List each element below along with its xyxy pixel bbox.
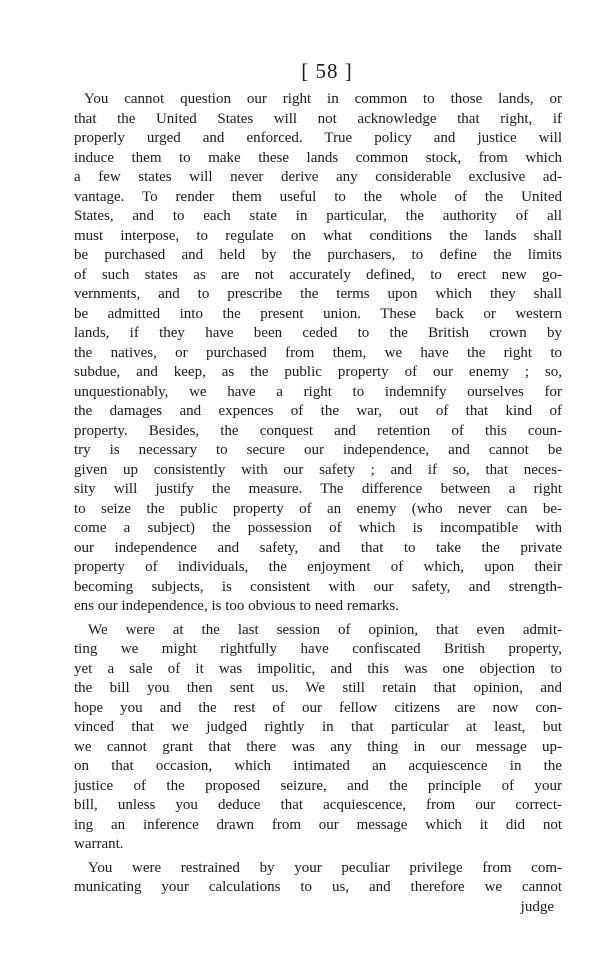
text-line: vantage. To render them useful to the whole of the United [74,188,562,205]
text-line: the bill you then sent us. We still retain that opinion, and [74,680,562,696]
text-line: ting we might rightfully have confiscated British property, [74,641,562,657]
text-line: hope you and the rest of our fellow citizens are now con- [74,699,562,716]
text-line: must interpose, to regulate on what conditions the lands shall [74,227,562,244]
text-line: You were restrained by your peculiar privilege from com- [88,859,562,876]
text-line: try is necessary to secure our independence, and cannot be [74,442,562,458]
text-line: property of individuals, the enjoyment of which, upon their [74,559,562,575]
text-line: We were at the last session of opinion, that even admit- [88,621,562,638]
text-line: bill, unless you deduce that acquiescence, from our correct- [74,797,562,813]
text-line: induce them to make these lands common stock, from which [74,149,562,166]
paragraph [74,621,562,855]
text-line: warrant. [74,836,124,852]
page-number: [ 58 ] [301,59,353,83]
text-line: come a subject) the possession of which is incompatible with [74,520,562,536]
text-line: the natives, or purchased from them, we have the right to [74,344,562,361]
text-line: ens our independence, is too obvious to need remarks. [74,598,399,614]
text-line: properly urged and enforced. True policy and justice will [74,130,562,146]
paragraph [74,859,562,898]
text-line: be admitted into the present union. These back or western [74,305,562,322]
text-line: lands, if they have been ceded to the British crown by [74,325,562,341]
document-page [74,56,562,917]
text-line: that the United States will not acknowledge that right, if [74,110,562,127]
text-line: a few states will never derive any considerable exclusive ad- [74,169,562,185]
text-line: our independence and safety, and that to take the private [74,539,562,556]
text-line: States, and to each state in particular, the authority of all [74,208,562,224]
catchword: judge [520,898,554,915]
text-line: You cannot question our right in common to those lands, or [84,91,562,107]
text-line: ing an inference drawn from our message which it did not [74,816,562,833]
text-line: of such states as are not accurately defined, to erect new go- [74,266,562,283]
text-line: justice of the proposed seizure, and the principle of your [74,777,562,794]
text-line: we cannot grant that there was any thing in our message up- [74,738,562,755]
text-line: property. Besides, the conquest and retention of this coun- [74,422,562,439]
text-line: to seize the public property of an enemy (who never can be- [74,500,562,517]
text-line: unquestionably, we have a right to indemnify ourselves for [74,383,562,400]
text-line: municating your calculations to us, and therefore we cannot [74,879,562,895]
text-line: the damages and expences of the war, out of that kind of [74,403,562,419]
text-line: on that occasion, which intimated an acquiescence in the [74,758,562,774]
text-line: be purchased and held by the purchasers, to define the limits [74,247,562,263]
text-line: becoming subjects, is consistent with our safety, and strength- [74,578,562,595]
text-line: vernments, and to prescribe the terms upon which they shall [74,286,562,302]
paragraph [74,90,562,617]
text-line: given up consistently with our safety ; and if so, that neces- [74,461,562,478]
text-line: sity will justify the measure. The difference between a right [74,481,562,497]
text-line: vinced that we judged rightly in that particular at least, but [74,719,562,735]
text-line: subdue, and keep, as the public property of our enemy ; so, [74,364,562,380]
text-line: yet a sale of it was impolitic, and this was one objection to [74,660,562,677]
